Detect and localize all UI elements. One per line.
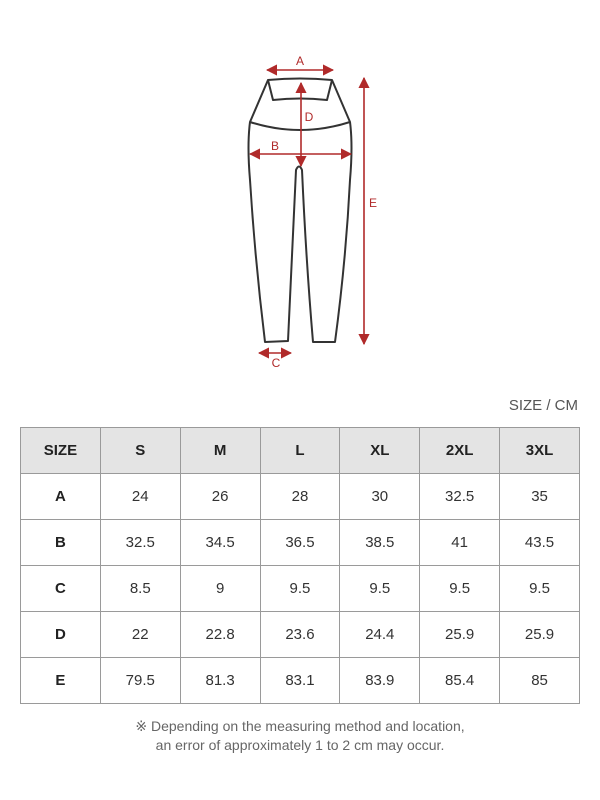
row-label: C (21, 566, 101, 612)
table-cell: 9 (180, 566, 260, 612)
table-row (21, 658, 580, 704)
label-c: C (271, 356, 281, 370)
table-cell: 22 (100, 612, 180, 658)
size-table (20, 427, 580, 704)
table-cell: 25.9 (420, 612, 500, 658)
table-cell: 83.9 (340, 658, 420, 704)
table-cell: 36.5 (260, 520, 340, 566)
table-row (21, 566, 580, 612)
header-cell: M (180, 428, 260, 474)
table-header-row (21, 428, 580, 474)
header-cell: 3XL (500, 428, 580, 474)
table-row (21, 612, 580, 658)
row-label: B (21, 520, 101, 566)
table-cell: 43.5 (500, 520, 580, 566)
label-a: A (295, 54, 305, 68)
table-cell: 9.5 (500, 566, 580, 612)
row-label: A (21, 474, 101, 520)
header-cell: S (100, 428, 180, 474)
table-cell: 38.5 (340, 520, 420, 566)
table-cell: 35 (500, 474, 580, 520)
table-cell: 34.5 (180, 520, 260, 566)
table-cell: 30 (340, 474, 420, 520)
table-cell: 25.9 (500, 612, 580, 658)
table-cell: 24 (100, 474, 180, 520)
table-cell: 79.5 (100, 658, 180, 704)
table-cell: 9.5 (260, 566, 340, 612)
table-cell: 41 (420, 520, 500, 566)
table-cell: 22.8 (180, 612, 260, 658)
table-cell: 24.4 (340, 612, 420, 658)
header-cell: XL (340, 428, 420, 474)
table-cell: 81.3 (180, 658, 260, 704)
leggings-measurement-diagram (0, 0, 600, 390)
table-row (21, 520, 580, 566)
table-cell: 8.5 (100, 566, 180, 612)
row-label: D (21, 612, 101, 658)
label-b: B (270, 139, 280, 153)
measurement-note (0, 717, 600, 755)
table-cell: 83.1 (260, 658, 340, 704)
label-e: E (368, 196, 378, 210)
table-cell: 28 (260, 474, 340, 520)
table-cell: 85 (500, 658, 580, 704)
table-cell: 23.6 (260, 612, 340, 658)
row-label: E (21, 658, 101, 704)
header-cell: 2XL (420, 428, 500, 474)
table-cell: 26 (180, 474, 260, 520)
table-cell: 9.5 (420, 566, 500, 612)
note-line-2: an error of approximately 1 to 2 cm may occur. (155, 737, 445, 753)
table-cell: 32.5 (420, 474, 500, 520)
unit-label: SIZE / CM (508, 397, 578, 414)
header-cell: SIZE (21, 428, 101, 474)
note-line-1: ※ Depending on the measuring method and location, (135, 718, 465, 734)
leggings-outline (249, 79, 352, 343)
table-cell: 85.4 (420, 658, 500, 704)
table-cell: 32.5 (100, 520, 180, 566)
label-d: D (304, 110, 314, 124)
table-cell: 9.5 (340, 566, 420, 612)
table-row (21, 474, 580, 520)
header-cell: L (260, 428, 340, 474)
